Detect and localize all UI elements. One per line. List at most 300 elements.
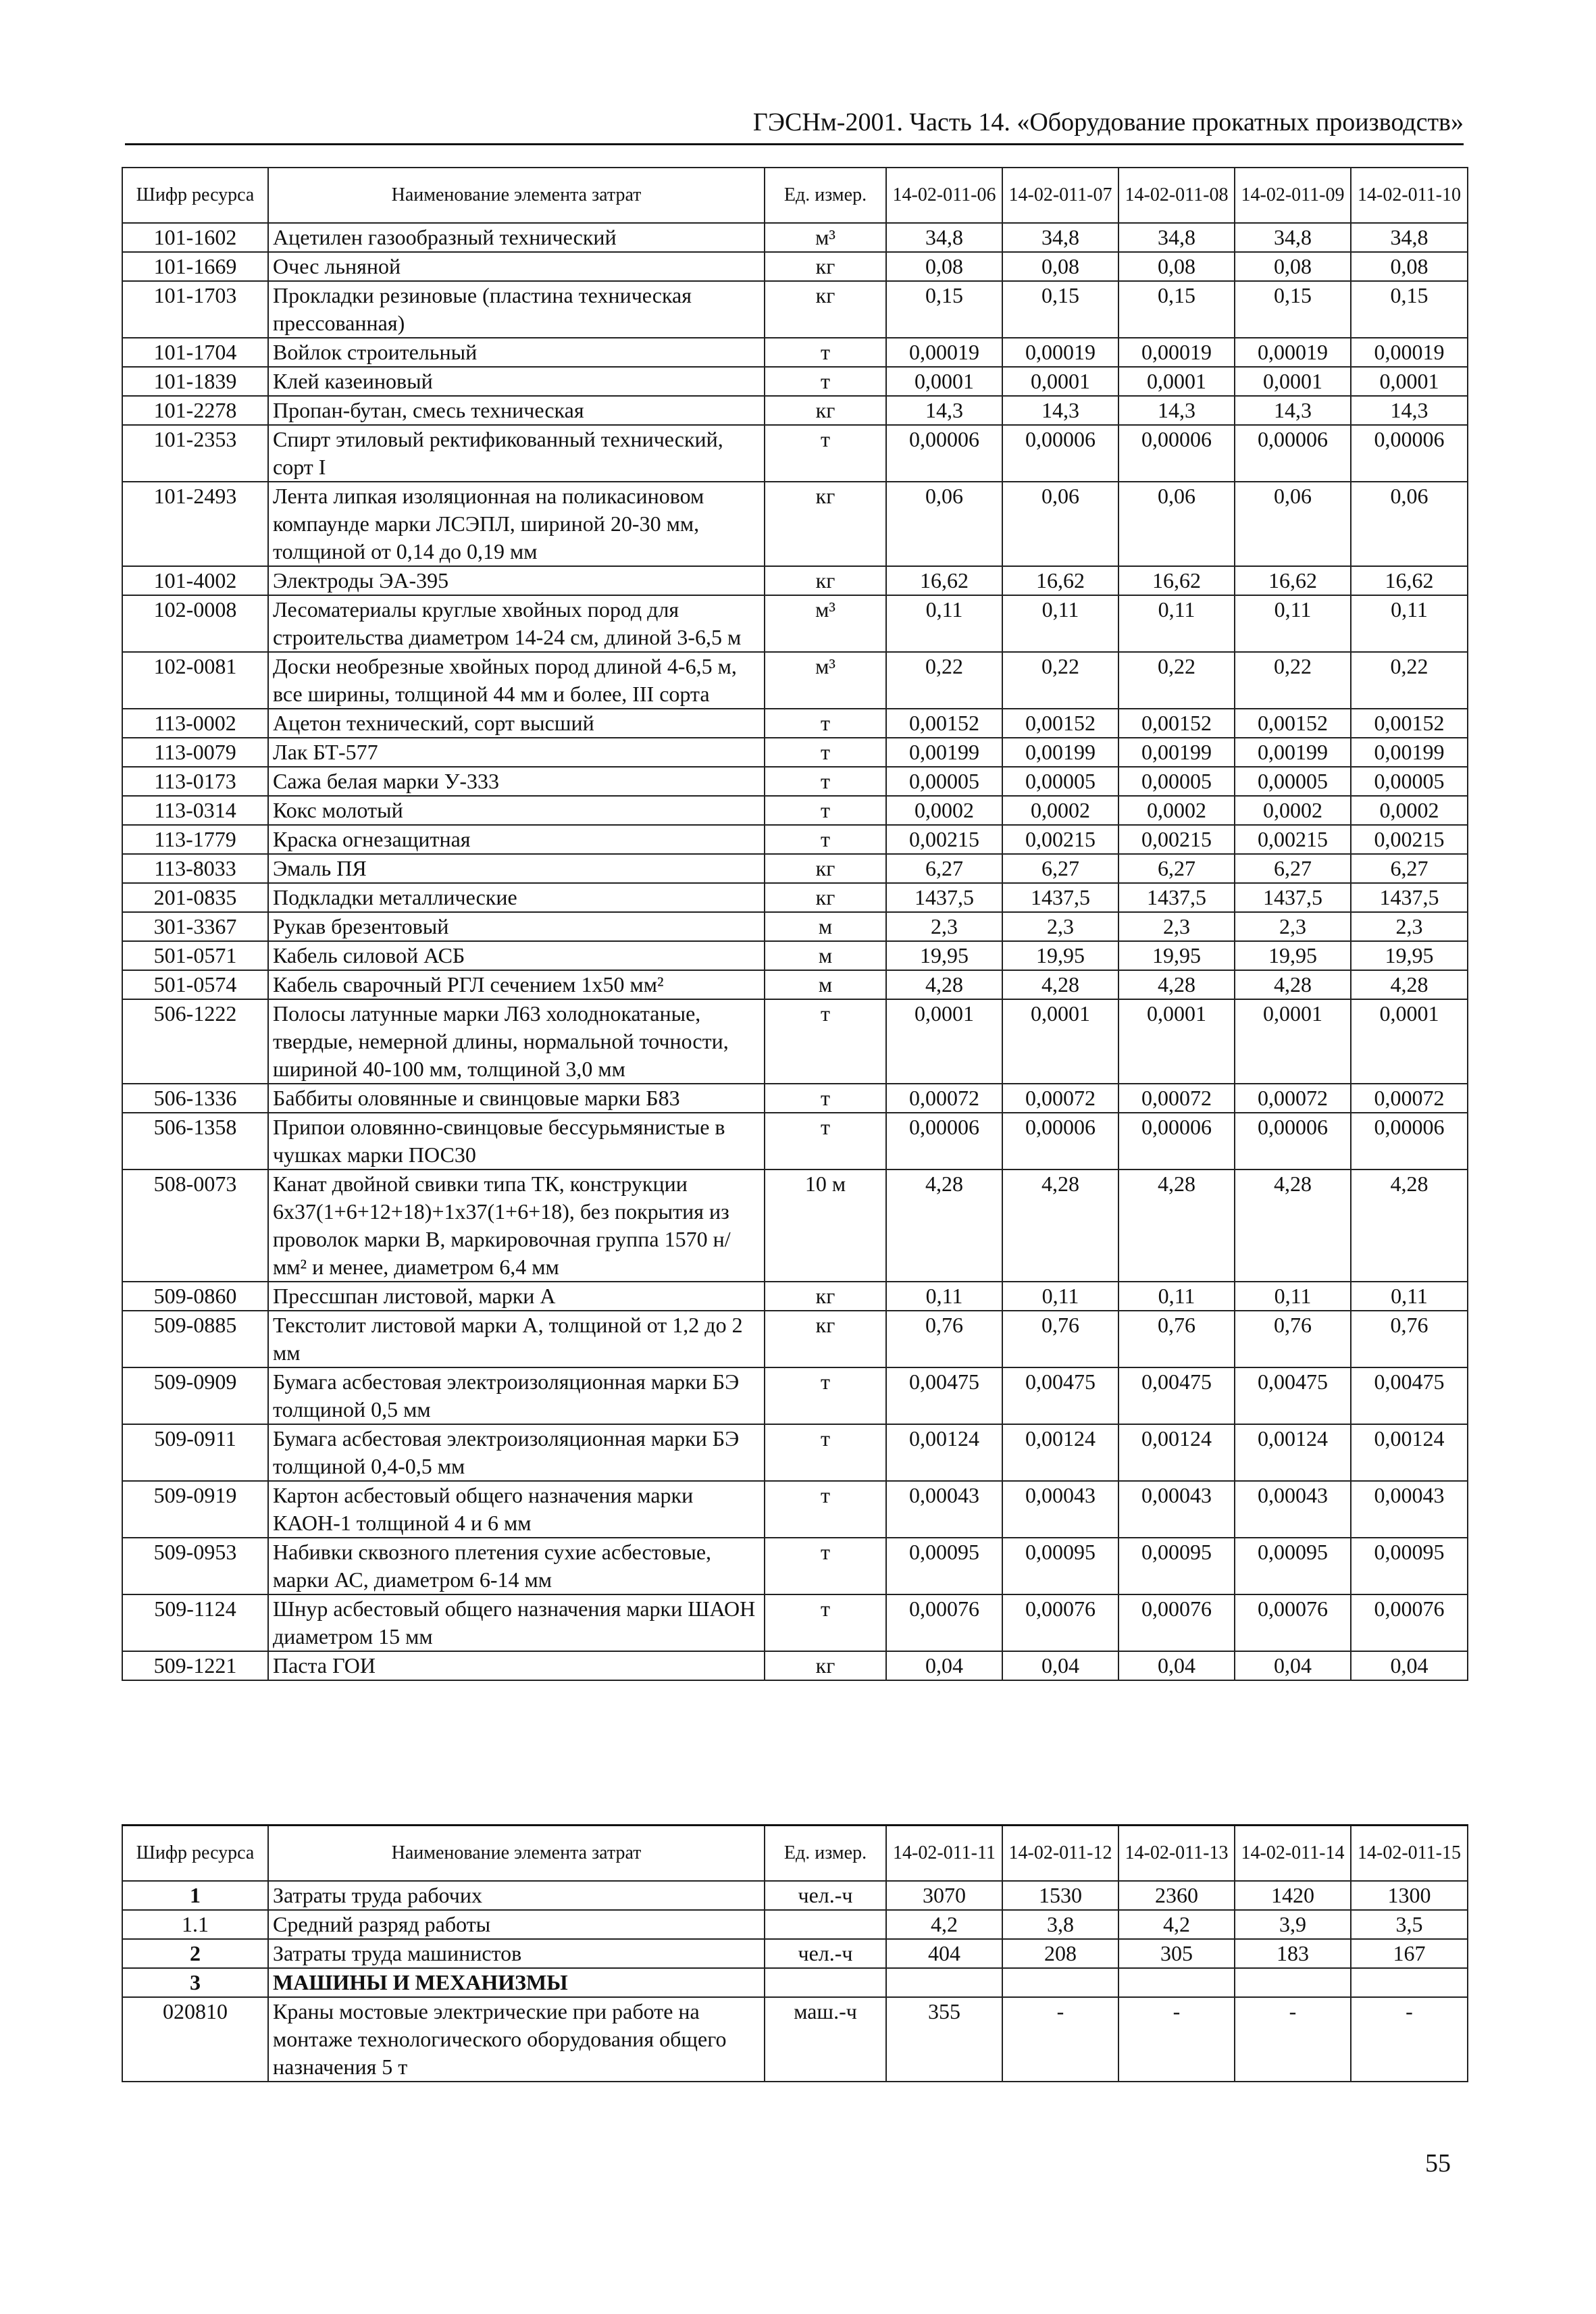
name-cell: Паста ГОИ xyxy=(268,1651,765,1680)
header-col: 14-02-011-10 xyxy=(1351,168,1468,223)
value-cell: 0,00072 xyxy=(1118,1084,1235,1113)
value-cell: 0,00095 xyxy=(886,1538,1002,1594)
value-cell: 0,0002 xyxy=(1351,796,1468,825)
value-cell: 3,9 xyxy=(1235,1910,1351,1939)
value-cell: 0,0002 xyxy=(1235,796,1351,825)
value-cell: 4,28 xyxy=(1002,1169,1118,1282)
name-cell: Эмаль ПЯ xyxy=(268,854,765,883)
value-cell: 0,0001 xyxy=(1118,999,1235,1084)
unit-cell: т xyxy=(765,709,886,738)
value-cell: 0,11 xyxy=(886,595,1002,652)
value-cell: 0,15 xyxy=(886,281,1002,338)
value-cell: 0,76 xyxy=(886,1311,1002,1367)
value-cell: 0,00475 xyxy=(1002,1367,1118,1424)
value-cell: 2,3 xyxy=(1235,912,1351,941)
value-cell: 0,11 xyxy=(1235,1282,1351,1311)
code-cell: 101-1669 xyxy=(122,252,268,281)
value-cell: 0,15 xyxy=(1351,281,1468,338)
value-cell: 0,04 xyxy=(1351,1651,1468,1680)
value-cell: 0,00199 xyxy=(1235,738,1351,767)
unit-cell: т xyxy=(765,1481,886,1538)
code-cell: 101-1704 xyxy=(122,338,268,367)
unit-cell: чел.-ч xyxy=(765,1881,886,1910)
value-cell: 0,00006 xyxy=(1351,1113,1468,1169)
value-cell: 2360 xyxy=(1118,1881,1235,1910)
value-cell xyxy=(1002,1968,1118,1997)
code-cell: 509-1221 xyxy=(122,1651,268,1680)
value-cell: 0,00006 xyxy=(1118,425,1235,482)
unit-cell: кг xyxy=(765,883,886,912)
unit-cell: кг xyxy=(765,1651,886,1680)
name-cell: Краны мостовые электрические при работе на монтаже технологического оборудования общего назначения 5 т xyxy=(268,1997,765,2082)
value-cell: 0,15 xyxy=(1002,281,1118,338)
labor-table-body xyxy=(122,1881,1468,2082)
name-cell: Бумага асбестовая электроизоляционная марки БЭ толщиной 0,4-0,5 мм xyxy=(268,1424,765,1481)
value-cell: 0,76 xyxy=(1235,1311,1351,1367)
code-cell: 113-0314 xyxy=(122,796,268,825)
value-cell: 0,06 xyxy=(886,482,1002,566)
code-cell: 113-0002 xyxy=(122,709,268,738)
code-cell: 501-0574 xyxy=(122,970,268,999)
value-cell: 6,27 xyxy=(886,854,1002,883)
value-cell: 0,00043 xyxy=(886,1481,1002,1538)
table-row xyxy=(122,1481,1468,1538)
header-col: 14-02-011-15 xyxy=(1351,1826,1468,1882)
code-cell: 506-1358 xyxy=(122,1113,268,1169)
value-cell: 34,8 xyxy=(886,223,1002,252)
code-cell: 113-8033 xyxy=(122,854,268,883)
value-cell: 0,00043 xyxy=(1002,1481,1118,1538)
table-row xyxy=(122,1169,1468,1282)
header-col: 14-02-011-11 xyxy=(886,1826,1002,1882)
name-cell: Затраты труда рабочих xyxy=(268,1881,765,1910)
value-cell: 0,00076 xyxy=(1351,1594,1468,1651)
unit-cell: т xyxy=(765,1113,886,1169)
value-cell: 0,76 xyxy=(1002,1311,1118,1367)
table-row xyxy=(122,396,1468,425)
value-cell: - xyxy=(1118,1997,1235,2082)
table-row xyxy=(122,1910,1468,1939)
value-cell: 0,00095 xyxy=(1351,1538,1468,1594)
value-cell: 0,08 xyxy=(1351,252,1468,281)
table-row xyxy=(122,566,1468,595)
materials-table xyxy=(122,167,1468,1681)
unit-cell: т xyxy=(765,338,886,367)
value-cell: - xyxy=(1351,1997,1468,2082)
code-cell: 509-0885 xyxy=(122,1311,268,1367)
value-cell: 4,2 xyxy=(1118,1910,1235,1939)
value-cell: 0,00019 xyxy=(1118,338,1235,367)
value-cell: 0,11 xyxy=(1118,1282,1235,1311)
value-cell: 3,8 xyxy=(1002,1910,1118,1939)
name-cell: Лак БТ-577 xyxy=(268,738,765,767)
code-cell: 508-0073 xyxy=(122,1169,268,1282)
name-cell: Клей казеиновый xyxy=(268,367,765,396)
header-col: 14-02-011-08 xyxy=(1118,168,1235,223)
value-cell: 4,28 xyxy=(886,970,1002,999)
unit-cell: кг xyxy=(765,482,886,566)
table-row xyxy=(122,738,1468,767)
value-cell: 0,00006 xyxy=(1002,425,1118,482)
value-cell: 0,00076 xyxy=(1235,1594,1351,1651)
table-row xyxy=(122,1594,1468,1651)
value-cell: 6,27 xyxy=(1235,854,1351,883)
unit-cell: 10 м xyxy=(765,1169,886,1282)
value-cell: 0,04 xyxy=(1002,1651,1118,1680)
code-cell: 509-0909 xyxy=(122,1367,268,1424)
table-row xyxy=(122,912,1468,941)
unit-cell: маш.-ч xyxy=(765,1997,886,2082)
value-cell: 0,00006 xyxy=(886,425,1002,482)
unit-cell: т xyxy=(765,1084,886,1113)
code-cell: 101-1839 xyxy=(122,367,268,396)
header-name: Наименование элемента затрат xyxy=(268,168,765,223)
code-cell: 509-0911 xyxy=(122,1424,268,1481)
name-cell: Полосы латунные марки Л63 холоднокатаные, твердые, немерной длины, нормальной точности, шириной 40-100 мм, толщиной 3,0 мм xyxy=(268,999,765,1084)
table-row xyxy=(122,796,1468,825)
value-cell: 14,3 xyxy=(1235,396,1351,425)
value-cell: 0,11 xyxy=(1002,1282,1118,1311)
value-cell xyxy=(1118,1968,1235,1997)
document-title: ГЭСНм-2001. Часть 14. «Оборудование прокатных производств» xyxy=(752,108,1464,136)
value-cell: 0,0001 xyxy=(886,367,1002,396)
value-cell xyxy=(886,1968,1002,1997)
code-cell: 1.1 xyxy=(122,1910,268,1939)
value-cell: 0,00043 xyxy=(1235,1481,1351,1538)
name-cell: Баббиты оловянные и свинцовые марки Б83 xyxy=(268,1084,765,1113)
value-cell: 0,00019 xyxy=(1351,338,1468,367)
code-cell: 201-0835 xyxy=(122,883,268,912)
header-col: 14-02-011-14 xyxy=(1235,1826,1351,1882)
value-cell: 6,27 xyxy=(1118,854,1235,883)
code-cell: 101-2493 xyxy=(122,482,268,566)
header-unit: Ед. измер. xyxy=(765,1826,886,1882)
table-row xyxy=(122,825,1468,854)
name-cell: Подкладки металлические xyxy=(268,883,765,912)
name-cell: Краска огнезащитная xyxy=(268,825,765,854)
value-cell: 0,08 xyxy=(886,252,1002,281)
code-cell: 509-1124 xyxy=(122,1594,268,1651)
value-cell: 355 xyxy=(886,1997,1002,2082)
header-name: Наименование элемента затрат xyxy=(268,1826,765,1882)
value-cell: 1420 xyxy=(1235,1881,1351,1910)
code-cell: 2 xyxy=(122,1939,268,1968)
value-cell: 0,0001 xyxy=(1002,999,1118,1084)
value-cell: 0,00124 xyxy=(1002,1424,1118,1481)
value-cell: 0,11 xyxy=(1235,595,1351,652)
unit-cell: м³ xyxy=(765,652,886,709)
name-cell: Бумага асбестовая электроизоляционная марки БЭ толщиной 0,5 мм xyxy=(268,1367,765,1424)
value-cell: 0,00076 xyxy=(1002,1594,1118,1651)
value-cell: 0,00199 xyxy=(1351,738,1468,767)
code-cell: 1 xyxy=(122,1881,268,1910)
value-cell: 0,76 xyxy=(1118,1311,1235,1367)
value-cell: 0,00215 xyxy=(1351,825,1468,854)
unit-cell: т xyxy=(765,1424,886,1481)
value-cell: 0,11 xyxy=(886,1282,1002,1311)
code-cell: 101-2278 xyxy=(122,396,268,425)
value-cell: 0,11 xyxy=(1118,595,1235,652)
value-cell: 167 xyxy=(1351,1939,1468,1968)
value-cell: 0,00124 xyxy=(1118,1424,1235,1481)
value-cell: 0,00072 xyxy=(1002,1084,1118,1113)
value-cell: 0,00152 xyxy=(886,709,1002,738)
table-row xyxy=(122,367,1468,396)
name-cell: Рукав брезентовый xyxy=(268,912,765,941)
unit-cell: т xyxy=(765,999,886,1084)
value-cell: 4,28 xyxy=(1118,1169,1235,1282)
value-cell: 19,95 xyxy=(1002,941,1118,970)
name-cell: Кабель силовой АСБ xyxy=(268,941,765,970)
table-row xyxy=(122,970,1468,999)
value-cell xyxy=(1235,1968,1351,1997)
header-code: Шифр ресурса xyxy=(122,1826,268,1882)
unit-cell: кг xyxy=(765,566,886,595)
unit-cell: м³ xyxy=(765,223,886,252)
table-row xyxy=(122,1367,1468,1424)
value-cell: 34,8 xyxy=(1235,223,1351,252)
value-cell: 0,06 xyxy=(1351,482,1468,566)
page-header xyxy=(125,101,1464,145)
value-cell: 4,28 xyxy=(1351,970,1468,999)
header-unit: Ед. измер. xyxy=(765,168,886,223)
unit-cell: кг xyxy=(765,854,886,883)
name-cell: Шнур асбестовый общего назначения марки ШАОН диаметром 15 мм xyxy=(268,1594,765,1651)
code-cell: 509-0953 xyxy=(122,1538,268,1594)
value-cell: 1437,5 xyxy=(886,883,1002,912)
code-cell: 3 xyxy=(122,1968,268,1997)
code-cell: 301-3367 xyxy=(122,912,268,941)
value-cell: 0,00199 xyxy=(886,738,1002,767)
value-cell: 0,0001 xyxy=(1351,367,1468,396)
value-cell: 0,11 xyxy=(1351,1282,1468,1311)
value-cell: 4,28 xyxy=(1351,1169,1468,1282)
materials-table-body xyxy=(122,223,1468,1680)
value-cell: 0,00005 xyxy=(1351,767,1468,796)
value-cell: 4,28 xyxy=(1002,970,1118,999)
value-cell: - xyxy=(1002,1997,1118,2082)
value-cell: 0,00215 xyxy=(1002,825,1118,854)
table-row xyxy=(122,883,1468,912)
value-cell: 0,0002 xyxy=(1118,796,1235,825)
value-cell: 34,8 xyxy=(1002,223,1118,252)
header-col: 14-02-011-12 xyxy=(1002,1826,1118,1882)
unit-cell: м xyxy=(765,970,886,999)
value-cell: 0,00072 xyxy=(886,1084,1002,1113)
name-cell: Сажа белая марки У-333 xyxy=(268,767,765,796)
code-cell: 102-0081 xyxy=(122,652,268,709)
name-cell: Кабель сварочный РГЛ сечением 1х50 мм² xyxy=(268,970,765,999)
table-row xyxy=(122,1968,1468,1997)
code-cell: 101-4002 xyxy=(122,566,268,595)
value-cell: 0,04 xyxy=(1235,1651,1351,1680)
table-row xyxy=(122,223,1468,252)
value-cell: 0,00006 xyxy=(1235,425,1351,482)
value-cell: 0,00215 xyxy=(1118,825,1235,854)
unit-cell: т xyxy=(765,367,886,396)
value-cell: 16,62 xyxy=(1351,566,1468,595)
table-header-row xyxy=(122,168,1468,223)
table-row xyxy=(122,1651,1468,1680)
value-cell: 0,00215 xyxy=(1235,825,1351,854)
value-cell: 0,00475 xyxy=(1351,1367,1468,1424)
value-cell: 4,28 xyxy=(1235,970,1351,999)
unit-cell xyxy=(765,1968,886,1997)
code-cell: 101-2353 xyxy=(122,425,268,482)
value-cell: 0,00475 xyxy=(886,1367,1002,1424)
value-cell: 0,00019 xyxy=(1235,338,1351,367)
value-cell: 0,08 xyxy=(1235,252,1351,281)
table-row xyxy=(122,425,1468,482)
code-cell: 113-0173 xyxy=(122,767,268,796)
name-cell: Текстолит листовой марки А, толщиной от 1,2 до 2 мм xyxy=(268,1311,765,1367)
value-cell: 6,27 xyxy=(1002,854,1118,883)
header-code: Шифр ресурса xyxy=(122,168,268,223)
value-cell: 3,5 xyxy=(1351,1910,1468,1939)
value-cell: 4,28 xyxy=(1118,970,1235,999)
value-cell: 0,00006 xyxy=(1002,1113,1118,1169)
table-row xyxy=(122,252,1468,281)
value-cell: 0,15 xyxy=(1118,281,1235,338)
value-cell: 16,62 xyxy=(886,566,1002,595)
header-col: 14-02-011-06 xyxy=(886,168,1002,223)
value-cell: 4,2 xyxy=(886,1910,1002,1939)
name-cell: Электроды ЭА-395 xyxy=(268,566,765,595)
name-cell: Припои оловянно-свинцовые бессурьмянистые в чушках марки ПОС30 xyxy=(268,1113,765,1169)
value-cell: 0,00215 xyxy=(886,825,1002,854)
code-cell: 101-1602 xyxy=(122,223,268,252)
value-cell: 0,08 xyxy=(1002,252,1118,281)
code-cell: 509-0860 xyxy=(122,1282,268,1311)
unit-cell: т xyxy=(765,767,886,796)
value-cell: 2,3 xyxy=(1118,912,1235,941)
code-cell: 501-0571 xyxy=(122,941,268,970)
value-cell: 0,11 xyxy=(1002,595,1118,652)
value-cell: 404 xyxy=(886,1939,1002,1968)
value-cell: 0,0001 xyxy=(1235,367,1351,396)
value-cell: 0,00005 xyxy=(1235,767,1351,796)
value-cell: 0,00005 xyxy=(886,767,1002,796)
value-cell: 14,3 xyxy=(886,396,1002,425)
page-number: 55 xyxy=(1425,2149,1451,2178)
name-cell: Лента липкая изоляционная на поликасиновом компаунде марки ЛСЭПЛ, шириной 20-30 мм, толщиной от 0,14 до 0,19 мм xyxy=(268,482,765,566)
value-cell: 3070 xyxy=(886,1881,1002,1910)
code-cell: 101-1703 xyxy=(122,281,268,338)
value-cell: 0,00152 xyxy=(1351,709,1468,738)
value-cell: 1530 xyxy=(1002,1881,1118,1910)
value-cell: 1300 xyxy=(1351,1881,1468,1910)
value-cell: 0,00152 xyxy=(1002,709,1118,738)
unit-cell: кг xyxy=(765,1282,886,1311)
value-cell: 0,00076 xyxy=(1118,1594,1235,1651)
table-row xyxy=(122,338,1468,367)
value-cell: 2,3 xyxy=(1351,912,1468,941)
value-cell: - xyxy=(1235,1997,1351,2082)
value-cell: 0,22 xyxy=(1118,652,1235,709)
table-row xyxy=(122,767,1468,796)
name-cell: Картон асбестовый общего назначения марки КАОН-1 толщиной 4 и 6 мм xyxy=(268,1481,765,1538)
value-cell: 0,06 xyxy=(1002,482,1118,566)
value-cell: 0,00043 xyxy=(1351,1481,1468,1538)
table-row xyxy=(122,854,1468,883)
value-cell: 14,3 xyxy=(1118,396,1235,425)
value-cell: 6,27 xyxy=(1351,854,1468,883)
value-cell: 19,95 xyxy=(886,941,1002,970)
value-cell: 0,22 xyxy=(1002,652,1118,709)
value-cell: 0,00152 xyxy=(1118,709,1235,738)
name-cell: Пропан-бутан, смесь техническая xyxy=(268,396,765,425)
value-cell: 183 xyxy=(1235,1939,1351,1968)
value-cell: 0,00199 xyxy=(1118,738,1235,767)
value-cell: 1437,5 xyxy=(1002,883,1118,912)
value-cell: 0,0001 xyxy=(1002,367,1118,396)
value-cell: 0,22 xyxy=(1235,652,1351,709)
value-cell: 14,3 xyxy=(1002,396,1118,425)
value-cell: 0,11 xyxy=(1351,595,1468,652)
value-cell: 4,28 xyxy=(1235,1169,1351,1282)
value-cell: 0,00019 xyxy=(886,338,1002,367)
unit-cell: кг xyxy=(765,252,886,281)
value-cell: 0,00152 xyxy=(1235,709,1351,738)
value-cell: 0,06 xyxy=(1118,482,1235,566)
name-cell: МАШИНЫ И МЕХАНИЗМЫ xyxy=(268,1968,765,1997)
code-cell: 509-0919 xyxy=(122,1481,268,1538)
value-cell: 19,95 xyxy=(1235,941,1351,970)
code-cell: 102-0008 xyxy=(122,595,268,652)
value-cell: 2,3 xyxy=(1002,912,1118,941)
value-cell: 0,00006 xyxy=(1235,1113,1351,1169)
table-row xyxy=(122,1939,1468,1968)
value-cell: 34,8 xyxy=(1118,223,1235,252)
unit-cell: кг xyxy=(765,281,886,338)
value-cell: 0,04 xyxy=(886,1651,1002,1680)
name-cell: Средний разряд работы xyxy=(268,1910,765,1939)
unit-cell: м³ xyxy=(765,595,886,652)
value-cell: 0,0002 xyxy=(886,796,1002,825)
header-col: 14-02-011-07 xyxy=(1002,168,1118,223)
name-cell: Ацетилен газообразный технический xyxy=(268,223,765,252)
value-cell: 19,95 xyxy=(1118,941,1235,970)
value-cell: 0,0001 xyxy=(1235,999,1351,1084)
unit-cell: м xyxy=(765,941,886,970)
unit-cell xyxy=(765,1910,886,1939)
name-cell: Канат двойной свивки типа ТК, конструкции 6х37(1+6+12+18)+1х37(1+6+18), без покрытия из проволок марки В, маркировочная группа 1570 н/мм² и менее, диаметром 6,4 мм xyxy=(268,1169,765,1282)
value-cell: 0,06 xyxy=(1235,482,1351,566)
value-cell: 0,22 xyxy=(1351,652,1468,709)
code-cell: 506-1336 xyxy=(122,1084,268,1113)
table-row xyxy=(122,941,1468,970)
unit-cell: т xyxy=(765,1594,886,1651)
value-cell: 34,8 xyxy=(1351,223,1468,252)
code-cell: 020810 xyxy=(122,1997,268,2082)
unit-cell: т xyxy=(765,796,886,825)
unit-cell: чел.-ч xyxy=(765,1939,886,1968)
value-cell: 0,00124 xyxy=(1235,1424,1351,1481)
value-cell: 16,62 xyxy=(1002,566,1118,595)
unit-cell: т xyxy=(765,1367,886,1424)
value-cell: 0,00005 xyxy=(1118,767,1235,796)
value-cell: 0,0001 xyxy=(1351,999,1468,1084)
name-cell: Затраты труда машинистов xyxy=(268,1939,765,1968)
table-row xyxy=(122,1113,1468,1169)
unit-cell: т xyxy=(765,1538,886,1594)
value-cell: 0,00199 xyxy=(1002,738,1118,767)
value-cell: 0,00475 xyxy=(1235,1367,1351,1424)
table-row xyxy=(122,1881,1468,1910)
unit-cell: т xyxy=(765,825,886,854)
value-cell: 0,00095 xyxy=(1118,1538,1235,1594)
value-cell: 2,3 xyxy=(886,912,1002,941)
